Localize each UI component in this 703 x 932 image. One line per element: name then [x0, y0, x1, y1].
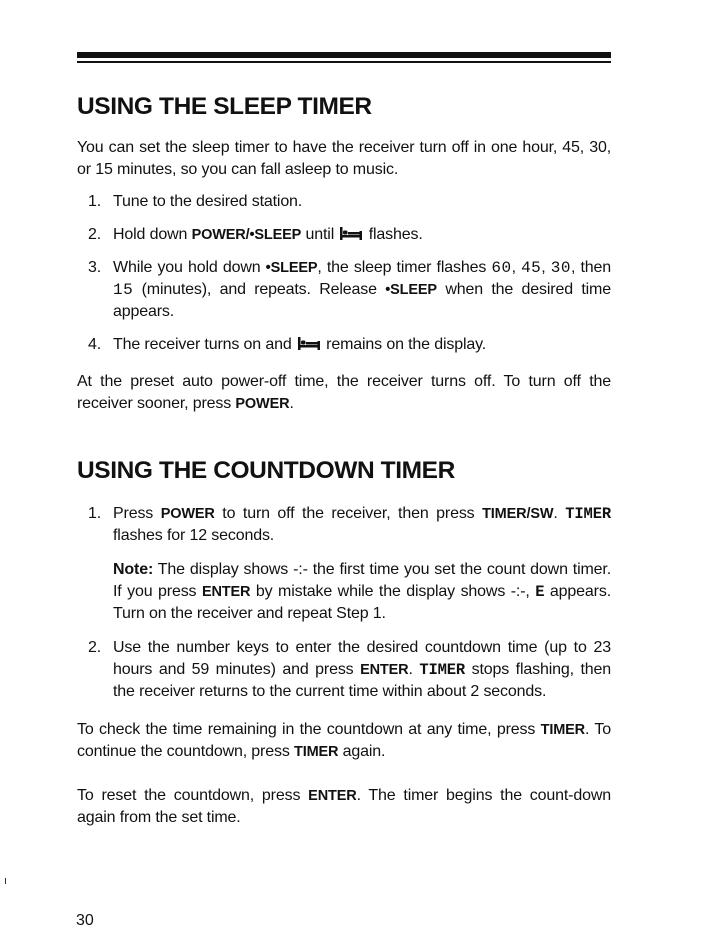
step-number: 3. — [88, 259, 102, 276]
step-number: 1. — [88, 505, 102, 522]
key-label: ENTER — [308, 788, 357, 804]
step-number: 2. — [88, 639, 102, 656]
countdown-check-paragraph — [77, 719, 611, 763]
body-text: again. — [338, 743, 386, 760]
key-label: POWER — [160, 506, 215, 522]
step-text: to turn off the receiver, then press — [214, 505, 483, 522]
display-value: 15 — [113, 281, 134, 299]
body-text: To check the time remaining in the countdown at any time, press — [77, 721, 541, 738]
sleep-timer-intro: You can set the sleep timer to have the receiver turn off in one hour, 45, 30, or 15 minutes, so you can fall asleep to music. — [77, 139, 611, 178]
key-label: •SLEEP — [385, 282, 437, 298]
step-text: . — [408, 661, 420, 678]
body-text: . The timer begins the count-down again from the set time. — [77, 787, 612, 826]
sleep-timer-outro — [77, 371, 611, 415]
sleep-bed-icon — [298, 337, 320, 350]
scan-mark — [5, 878, 6, 884]
step-text: Hold down — [113, 226, 192, 243]
list-item — [77, 191, 611, 213]
list-item — [77, 224, 611, 246]
step-text: , — [511, 259, 522, 276]
key-label: TIMER — [540, 722, 585, 738]
step-text: stops flashing, then the receiver returns to the current time within about 2 seconds. — [113, 661, 611, 700]
step-text: when the desired time appears. — [113, 281, 611, 320]
step-text: Tune to the desired station. — [113, 193, 303, 210]
step-text: The receiver turns on and — [113, 336, 296, 353]
list-item — [77, 334, 611, 356]
key-label: POWER/•SLEEP — [191, 227, 302, 243]
step-text: (minutes), and repeats. Release — [133, 281, 386, 298]
step-number: 2. — [88, 226, 102, 243]
manual-page — [77, 52, 611, 829]
countdown-steps — [77, 503, 611, 703]
step-text: flashes. — [364, 226, 423, 243]
display-value: TIMER — [419, 661, 466, 679]
step-text: flashes for 12 seconds. — [113, 527, 275, 544]
key-label: •SLEEP — [265, 260, 318, 276]
step-text: Use the number keys to enter the desired countdown time (up to 23 hours and 59 minutes) and press — [113, 639, 611, 678]
step-text: Press — [113, 505, 161, 522]
step-text: , the sleep timer flashes — [317, 259, 492, 276]
key-label: ENTER — [360, 662, 409, 678]
step-text: . — [553, 505, 566, 522]
step-number: 1. — [88, 193, 102, 210]
key-label: TIMER/SW — [482, 506, 554, 522]
body-text: . — [289, 395, 294, 412]
display-value: 30 — [550, 259, 571, 277]
sleep-bed-icon — [340, 227, 362, 240]
countdown-timer-heading: USING THE COUNTDOWN TIMER — [77, 457, 455, 484]
body-text: At the preset auto power-off time, the receiver turns off. To turn off the receiver sooner, press — [77, 373, 611, 412]
note-text: appears. Turn on the receiver and repeat Step 1. — [113, 583, 611, 622]
body-text: To reset the countdown, press — [77, 787, 309, 804]
step-text: While you hold down — [113, 259, 266, 276]
key-label: ENTER — [201, 584, 251, 600]
display-value: 60 — [491, 259, 512, 277]
list-item — [77, 503, 611, 625]
step-text: remains on the display. — [321, 336, 487, 353]
note-text: by mistake while the display shows -:-, — [250, 583, 536, 600]
note-paragraph — [113, 559, 611, 625]
list-item — [77, 257, 611, 323]
sleep-timer-steps — [77, 191, 611, 356]
note-label: Note: — [113, 561, 154, 578]
step-number: 4. — [88, 336, 102, 353]
display-value: TIMER — [565, 505, 612, 523]
top-rule-thin — [77, 61, 611, 63]
body-text: . To continue the countdown, press — [77, 721, 611, 760]
step-text: , then — [570, 259, 611, 276]
key-label: POWER — [235, 396, 290, 412]
key-label: TIMER — [293, 744, 339, 760]
display-value: 45 — [521, 259, 542, 277]
note-text: The display shows -:- the first time you set the count down timer. If you press — [113, 561, 611, 600]
countdown-reset-paragraph — [77, 785, 611, 829]
display-value: E — [535, 583, 545, 601]
sleep-timer-heading: USING THE SLEEP TIMER — [77, 93, 372, 120]
step-text: until — [301, 226, 339, 243]
list-item — [77, 637, 611, 703]
step-text: , — [541, 259, 551, 276]
page-number: 30 — [76, 912, 94, 929]
